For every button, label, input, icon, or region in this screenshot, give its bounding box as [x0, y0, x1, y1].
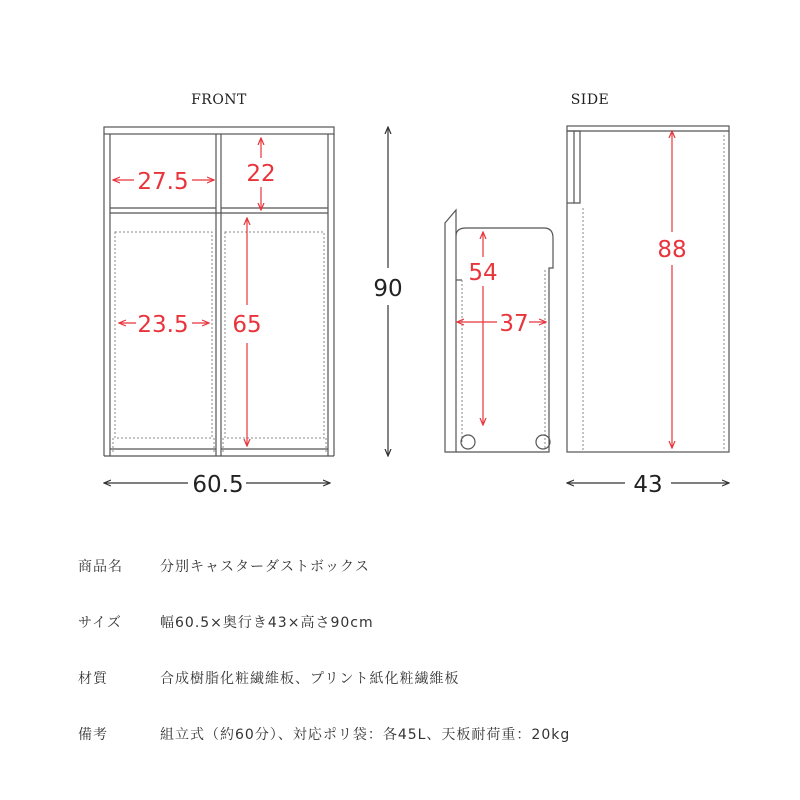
- front-view-title: FRONT: [191, 92, 247, 108]
- front-bin-width-label: 23.5: [137, 312, 189, 338]
- side-height-label: 88: [657, 237, 687, 263]
- spec-value: 分別キャスターダストボックス: [160, 559, 370, 575]
- front-top-board: [104, 127, 334, 134]
- caster-wheel-right: [536, 435, 550, 449]
- spec-row-size: [78, 612, 778, 636]
- side-view-title: SIDE: [570, 92, 610, 108]
- spec-row-notes: [78, 724, 778, 748]
- total-height-label: 90: [373, 276, 403, 302]
- spec-value: 幅60.5×奥行き43×高さ90cm: [160, 615, 374, 631]
- bin-depth-label: 37: [499, 311, 529, 337]
- front-top-width-label: 27.5: [137, 169, 189, 195]
- spec-label: サイズ: [78, 615, 122, 631]
- caster-wheel-left: [461, 435, 475, 449]
- side-view: [567, 126, 729, 452]
- spec-value: 組立式（約60分）、対応ポリ袋：各45L、天板耐荷重：20kg: [160, 727, 571, 743]
- front-bin-height-label: 65: [232, 312, 262, 338]
- spec-label: 材質: [78, 671, 108, 687]
- spec-row-name: [78, 556, 778, 580]
- total-width-label: 60.5: [192, 472, 244, 498]
- spec-label: 商品名: [78, 559, 123, 575]
- spec-value: 合成樹脂化粧繊維板、プリント紙化粧繊維板: [160, 671, 460, 687]
- front-top-height-label: 22: [246, 161, 276, 187]
- side-depth-label: 43: [633, 472, 663, 498]
- bin-height-label: 54: [468, 260, 498, 286]
- spec-row-material: [78, 668, 778, 692]
- spec-label: 備考: [78, 727, 108, 743]
